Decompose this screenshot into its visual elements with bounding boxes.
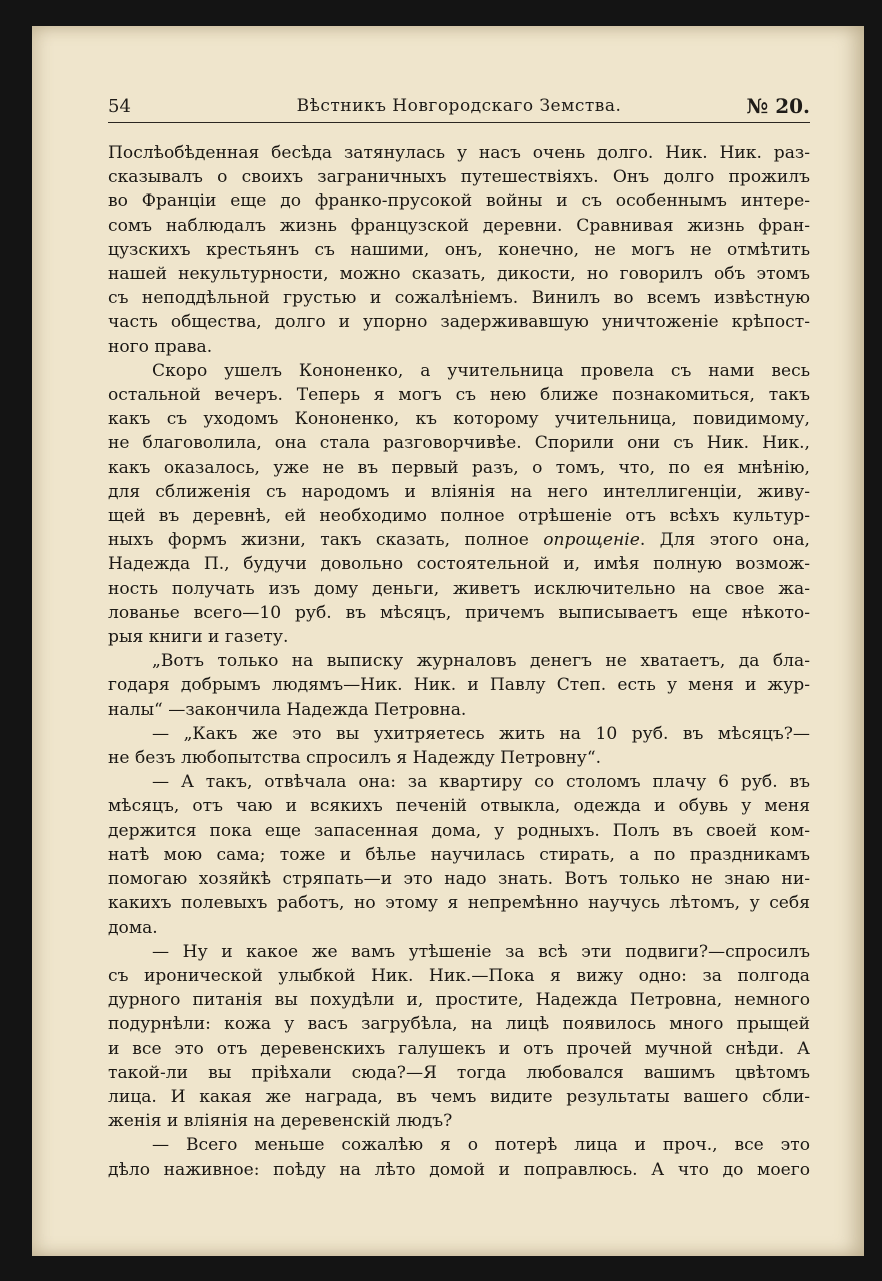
text-line: какихъ полевыхъ работъ, но этому я непремѣнно научусь лѣтомъ, у себя	[108, 893, 810, 914]
text-line: помогаю хозяйкѣ стряпать—и это надо знать. Вотъ только не знаю ни-	[108, 869, 810, 890]
text-line: такой-ли вы пріѣхали сюда?—Я тогда любовался вашимъ цвѣтомъ	[108, 1062, 810, 1083]
text-line: съ иронической улыбкой Ник. Ник.—Пока я вижу одно: за полгода	[108, 965, 810, 986]
text-line: рыя книги и газету.	[108, 627, 289, 648]
text-line: Надежда П., будучи довольно состоятельной и, имѣя полную возмож-	[108, 554, 810, 575]
text-line: дурного питанія вы похудѣли и, простите, Надежда Петровна, немного	[108, 990, 810, 1011]
text-line: Скоро ушелъ Кононенко, а учительница провела съ нами весь	[152, 360, 810, 381]
text-line: какъ съ уходомъ Кононенко, къ которому учительница, повидимому,	[108, 409, 810, 430]
issue-number: № 20.	[746, 94, 810, 118]
text-line: дома.	[108, 917, 158, 938]
text-line: съ неподдѣльной грустью и сожалѣніемъ. Винилъ во всемъ извѣстную	[108, 288, 810, 309]
text-line: щей въ деревнѣ, ей необходимо полное отрѣшеніе отъ всѣхъ культур-	[108, 506, 810, 527]
text-line: налы“ —закончила Надежда Петровна.	[108, 699, 467, 720]
text-line: подурнѣли: кожа у васъ загрубѣла, на лицѣ появилось много прыщей	[108, 1014, 810, 1035]
text-line: сомъ наблюдалъ жизнь французской деревни. Сравнивая жизнь фран-	[108, 215, 810, 236]
text-line: ного права.	[108, 336, 213, 357]
text-line: нашей некультурности, можно сказать, дикости, но говорилъ объ этомъ	[108, 264, 810, 285]
text-line: цузскихъ крестьянъ съ нашими, онъ, конечно, не могъ не отмѣтить	[108, 239, 810, 260]
text-line: во Франціи еще до франко-прусокой войны и съ особеннымъ интере-	[108, 191, 810, 212]
text-line: — Ну и какое же вамъ утѣшеніе за всѣ эти подвиги?—спросилъ	[152, 941, 810, 962]
text-line: „Вотъ только на выписку журналовъ денегъ не хватаетъ, да бла-	[152, 651, 810, 672]
text-line: натѣ мою сама; тоже и бѣлье научилась стирать, а по праздникамъ	[108, 844, 810, 865]
page-number: 54	[108, 96, 131, 117]
text-line: мѣсяцъ, отъ чаю и всякихъ печеній отвыкла, одежда и обувь у меня	[108, 796, 810, 817]
text-line: держится пока еще запасенная дома, у родныхъ. Полъ въ своей ком-	[108, 820, 810, 841]
text-line: — А такъ, отвѣчала она: за квартиру со столомъ плачу 6 руб. въ	[152, 772, 810, 793]
body-text	[108, 141, 810, 1182]
text-line: часть общества, долго и упорно задерживавшую уничтоженіе крѣпост-	[108, 312, 810, 333]
text-line: годаря добрымъ людямъ—Ник. Ник. и Павлу Степ. есть у меня и жур-	[108, 675, 810, 696]
text-line: женія и вліянія на деревенскій людъ?	[108, 1111, 453, 1132]
text-line: дѣло наживное: поѣду на лѣто домой и поправлюсь. А что до моего	[108, 1159, 810, 1180]
text-line: сказывалъ о своихъ заграничныхъ путешествіяхъ. Онъ долго прожилъ	[108, 167, 810, 188]
text-line: лица. И какая же награда, въ чемъ видите результаты вашего сбли-	[108, 1086, 810, 1107]
text-line: лованье всего—10 руб. въ мѣсяцъ, причемъ выписываетъ еще нѣкото-	[108, 602, 810, 623]
text-line: Послѣобѣденная бесѣда затянулась у насъ очень долго. Ник. Ник. раз-	[108, 143, 810, 163]
text-line: остальной вечеръ. Теперь я могъ съ нею ближе познакомиться, такъ	[108, 385, 810, 406]
text-line: не безъ любопытства спросилъ я Надежду Петровну“.	[108, 748, 602, 769]
book-page	[32, 26, 864, 1256]
text-line: для сближенія съ народомъ и вліянія на него интеллигенціи, живу-	[108, 481, 810, 502]
text-line: какъ оказалось, уже не въ первый разъ, о томъ, что, по ея мнѣнію,	[108, 457, 810, 478]
page-header	[108, 96, 810, 123]
text-line: не благоволила, она стала разговорчивѣе. Спорили они съ Ник. Ник.,	[108, 433, 810, 454]
text-line: и все это отъ деревенскихъ галушекъ и отъ прочей мучной снѣди. А	[108, 1038, 810, 1059]
text-line: ныхъ формъ жизни, такъ сказать, полное опрощеніе. Для этого она,	[108, 530, 810, 551]
text-line: ность получать изъ дому деньги, живетъ исключительно на свое жа-	[108, 578, 810, 599]
text-line: — Всего меньше сожалѣю я о потерѣ лица и проч., все это	[152, 1135, 810, 1156]
journal-title: Вѣстникъ Новгородскаго Земства.	[296, 96, 622, 116]
text-line: — „Какъ же это вы ухитряетесь жить на 10 руб. въ мѣсяцъ?—	[152, 723, 810, 744]
